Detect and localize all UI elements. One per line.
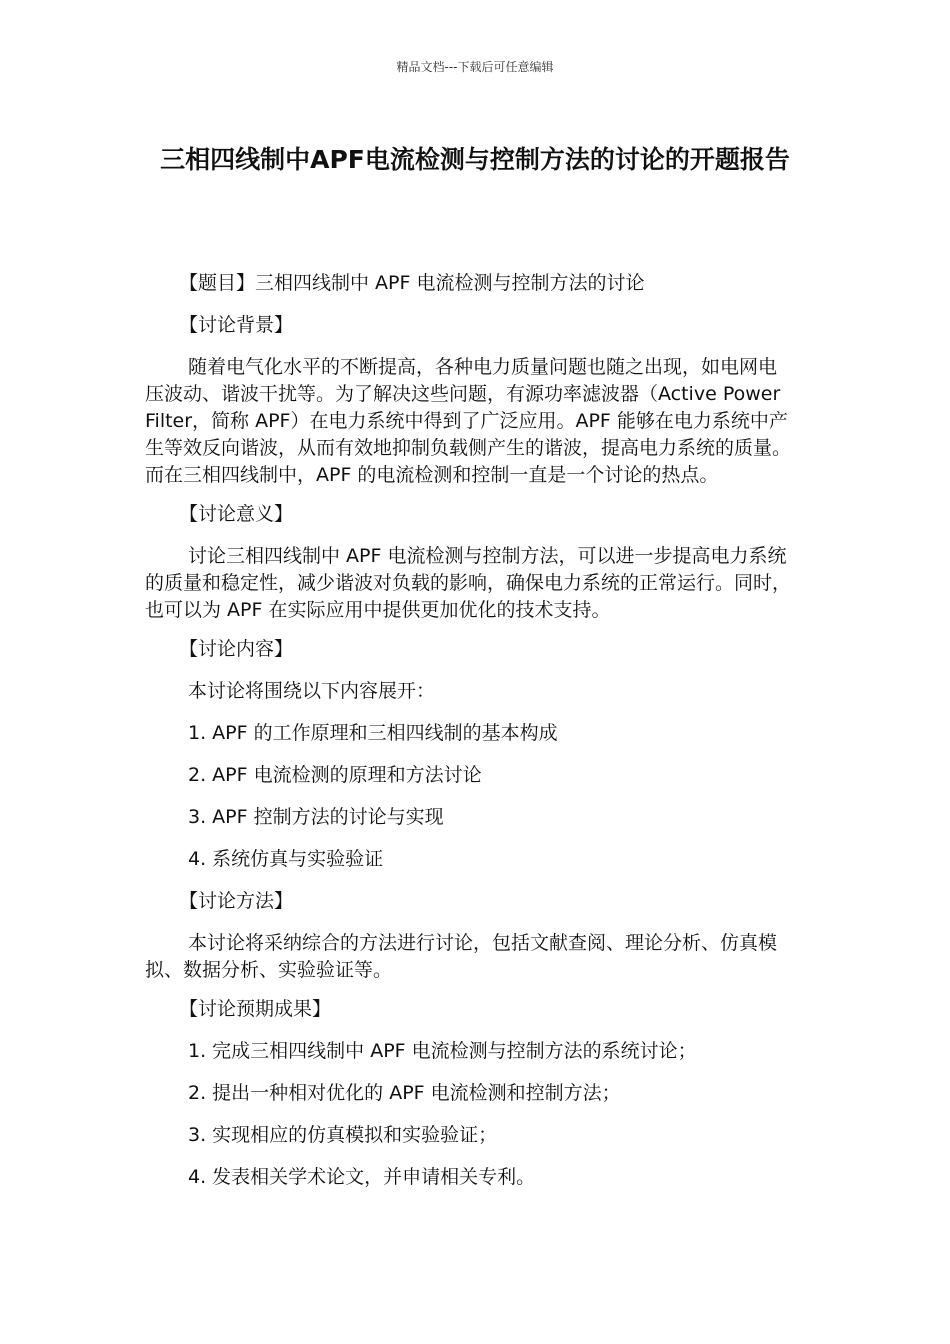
result-item: 4. 发表相关学术论文，并申请相关专利。 [188,1166,536,1188]
result-item: 2. 提出一种相对优化的 APF 电流检测和控制方法； [188,1082,621,1104]
header-note: 精品文档---下载后可任意编辑 [396,60,554,74]
result-item: 1. 完成三相四线制中 APF 电流检测与控制方法的系统讨论； [188,1040,697,1062]
content-heading: 【讨论内容】 [179,638,294,660]
significance-paragraph: 讨论三相四线制中 APF 电流检测与控制方法，可以进一步提高电力系统的质量和稳定性，减少谐波对负载的影响，确保电力系统的正常运行。同时，也可以为 APF 在实际应用中提供更加优化的技术支持。 [145,545,792,621]
results-heading: 【讨论预期成果】 [179,998,332,1020]
document-title: 三相四线制中APF电流检测与控制方法的讨论的开题报告 [160,145,790,174]
content-item: 2. APF 电流检测的原理和方法讨论 [188,764,482,786]
background-paragraph: 随着电气化水平的不断提高，各种电力质量问题也随之出现，如电网电压波动、谐波干扰等。为了解决这些问题，有源功率滤波器（Active Power Filter，简称 APF）在电力系统中得到了广泛应用。APF 能够在电力系统中产生等效反向谐波，从而有效地抑制负载侧产生的谐波，提高电力系统的质量。而在三相四线制中，APF 的电流检测和控制一直是一个讨论的热点。 [145,356,792,486]
topic-line: 【题目】三相四线制中 APF 电流检测与控制方法的讨论 [179,272,645,294]
significance-heading: 【讨论意义】 [179,503,294,525]
content-item: 3. APF 控制方法的讨论与实现 [188,806,444,828]
content-intro: 本讨论将围绕以下内容展开： [188,680,436,702]
method-heading: 【讨论方法】 [179,890,294,912]
background-heading: 【讨论背景】 [179,314,294,336]
method-paragraph: 本讨论将采纳综合的方法进行讨论，包括文献查阅、理论分析、仿真模拟、数据分析、实验验证等。 [145,932,778,981]
content-item: 1. APF 的工作原理和三相四线制的基本构成 [188,722,558,744]
result-item: 3. 实现相应的仿真模拟和实验验证； [188,1124,498,1146]
content-item: 4. 系统仿真与实验验证 [188,848,384,870]
document-body [145,270,795,1206]
